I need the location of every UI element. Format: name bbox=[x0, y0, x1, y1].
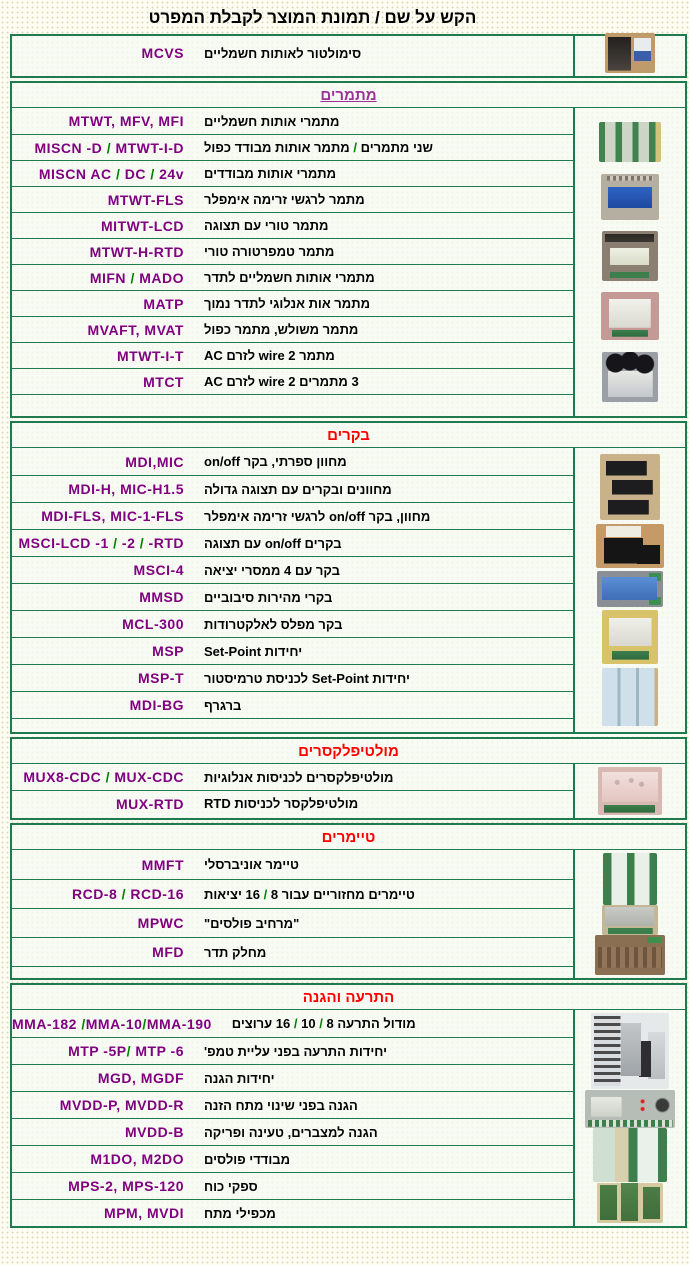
product-code-link[interactable]: MSCI-4 bbox=[133, 562, 184, 578]
product-description: סימולטור לאותות חשמליים bbox=[204, 45, 362, 61]
section-simulator bbox=[10, 34, 687, 78]
slash-separator: / bbox=[105, 769, 110, 785]
section-body bbox=[12, 1010, 685, 1226]
product-row bbox=[12, 529, 573, 556]
product-code-link[interactable]: MMSD bbox=[139, 589, 184, 605]
setpoint-modules-photo[interactable] bbox=[602, 668, 658, 726]
product-code-link[interactable]: MATP bbox=[143, 295, 184, 312]
product-rows bbox=[12, 850, 573, 978]
product-description: מתמר טורי עם תצוגה bbox=[204, 218, 329, 233]
slash-separator: / bbox=[121, 886, 127, 902]
product-description: מבודדי פולסים bbox=[204, 1151, 291, 1167]
product-row bbox=[12, 1037, 573, 1064]
section-header-controllers: בקרים bbox=[327, 426, 370, 444]
product-description: מתמר 2 wire לזרם AC bbox=[204, 348, 335, 363]
product-code-link[interactable]: MCVS bbox=[141, 45, 184, 61]
product-description: יחידות Set-Point bbox=[204, 643, 303, 659]
product-row bbox=[12, 1145, 573, 1172]
product-photo-column bbox=[573, 1010, 685, 1226]
product-code-link[interactable]: MTCT bbox=[143, 373, 184, 390]
product-code-link[interactable]: MVDD-P, MVDD-R bbox=[59, 1097, 184, 1113]
product-description: בקר מפלס לאלקטרודות bbox=[204, 616, 343, 632]
product-code-link[interactable]: MMA-182 /MMA-10/MMA-190 bbox=[12, 1015, 212, 1032]
product-code-link[interactable]: MTWT-H-RTD bbox=[89, 243, 184, 260]
product-code-link[interactable]: MPS-2, MPS-120 bbox=[68, 1178, 184, 1194]
product-code-link[interactable]: MISCN -D / MTWT-I-D bbox=[34, 139, 184, 156]
frequency-divider-photo[interactable] bbox=[595, 935, 665, 975]
product-row bbox=[12, 1010, 573, 1037]
slash-separator: / bbox=[126, 1043, 131, 1059]
product-description: מולטיפלקסר לכניסות RTD bbox=[204, 796, 359, 811]
product-code-link[interactable]: MUX8-CDC / MUX-CDC bbox=[23, 769, 184, 785]
section-body bbox=[12, 108, 685, 416]
slash-separator: / bbox=[150, 165, 155, 182]
product-code-link[interactable]: MPM, MVDI bbox=[104, 1205, 184, 1221]
product-description: מתמרי אותות חשמליים לתדר bbox=[204, 270, 375, 285]
section-header-alarm: התרעה והגנה bbox=[302, 988, 395, 1006]
slash-separator: / bbox=[353, 140, 357, 155]
product-photo-column bbox=[573, 850, 685, 978]
product-row bbox=[12, 790, 573, 816]
section-header-transducers[interactable]: מתמרים bbox=[320, 86, 377, 104]
din-controller-photo[interactable] bbox=[597, 571, 663, 607]
product-code-link[interactable]: MTWT-I-T bbox=[117, 347, 184, 364]
section-multiplexers bbox=[10, 737, 687, 820]
product-row bbox=[12, 664, 573, 691]
product-description: ברגרף bbox=[204, 697, 242, 713]
product-description: יחידות הגנה bbox=[204, 1070, 275, 1086]
product-photo-column bbox=[573, 448, 685, 732]
pulse-expander-photo[interactable] bbox=[602, 905, 658, 935]
product-row bbox=[12, 850, 573, 879]
product-description: מחלק תדר bbox=[204, 944, 267, 960]
product-row bbox=[12, 879, 573, 908]
section-header-timers: טיימרים bbox=[321, 828, 376, 846]
product-row bbox=[12, 108, 573, 134]
slash-separator: / bbox=[81, 1015, 86, 1032]
product-description: טיימר אוניברסלי bbox=[204, 857, 299, 872]
product-code-link[interactable]: MMFT bbox=[141, 856, 184, 873]
product-row bbox=[12, 1172, 573, 1199]
product-code-link[interactable]: MDI-H, MIC-H1.5 bbox=[68, 481, 184, 497]
product-rows bbox=[12, 1010, 573, 1226]
section-header-row bbox=[12, 83, 685, 108]
din-transducer-modules-photo[interactable] bbox=[599, 122, 661, 162]
product-row bbox=[12, 556, 573, 583]
product-code-link[interactable]: MCL-300 bbox=[122, 616, 184, 632]
product-row bbox=[12, 448, 573, 475]
panel-meters-photo[interactable] bbox=[600, 454, 660, 520]
product-description: 3 מתמרים 2 wire לזרם AC bbox=[204, 374, 359, 389]
product-code-link[interactable]: MFD bbox=[152, 944, 184, 960]
product-code-link[interactable]: MTP -5P/ MTP -6 bbox=[68, 1043, 184, 1059]
product-row bbox=[12, 583, 573, 610]
slash-separator: / bbox=[130, 269, 135, 286]
signal-simulator-photo[interactable] bbox=[605, 33, 655, 73]
product-row bbox=[12, 1064, 573, 1091]
product-code-link[interactable]: MSP bbox=[152, 643, 184, 659]
spacer-row bbox=[12, 718, 573, 732]
section-header-multiplexers: מולטיפלקסרים bbox=[298, 742, 399, 760]
product-row bbox=[12, 502, 573, 529]
product-description: מתמרי אותות חשמליים bbox=[204, 113, 340, 129]
alarm-rack-photo[interactable] bbox=[591, 1013, 669, 1089]
product-description: יחידות Set-Point לכניסת טרמיסטור bbox=[204, 670, 410, 686]
product-rows bbox=[12, 448, 573, 732]
product-code-link[interactable]: RCD-8 / RCD-16 bbox=[71, 886, 184, 902]
slash-separator: / bbox=[106, 139, 112, 156]
slash-separator: / bbox=[319, 1016, 323, 1031]
product-code-link[interactable]: MDI,MIC bbox=[125, 453, 184, 470]
product-row bbox=[12, 637, 573, 664]
product-description: מתמר משולש, מתמר כפול bbox=[204, 322, 359, 337]
product-description: בקרים on/off עם תצוגה bbox=[204, 535, 342, 551]
product-row bbox=[12, 368, 573, 394]
product-code-link[interactable]: MIFN / MADO bbox=[89, 269, 184, 286]
product-row bbox=[12, 764, 573, 790]
section-header-row bbox=[12, 825, 685, 850]
product-row bbox=[12, 1118, 573, 1145]
product-code-link[interactable]: MSCI-LCD -1 / -2 / -RTD bbox=[18, 535, 184, 551]
product-code-link[interactable]: MVAFT, MVAT bbox=[87, 321, 184, 338]
product-row bbox=[12, 1199, 573, 1226]
section-transducers bbox=[10, 81, 687, 418]
product-description: "מרחיב פולסים" bbox=[204, 915, 300, 931]
product-row bbox=[12, 475, 573, 502]
product-code-link[interactable]: MISCN AC / DC / 24v bbox=[38, 165, 184, 182]
product-description: בקר עם 4 ממסרי יציאה bbox=[204, 562, 340, 578]
product-code-link[interactable]: M1DO, M2DO bbox=[90, 1151, 184, 1167]
product-row bbox=[12, 610, 573, 637]
section-timers bbox=[10, 823, 687, 980]
pcb-modules-photo[interactable] bbox=[597, 1183, 663, 1223]
section-body bbox=[12, 850, 685, 978]
product-row bbox=[12, 1091, 573, 1118]
product-description: מתמר לרגשי זרימה אימפלר bbox=[204, 192, 365, 207]
lcd-controller-photo[interactable] bbox=[602, 610, 658, 664]
product-row bbox=[12, 342, 573, 368]
slash-separator: / bbox=[293, 1016, 298, 1031]
product-code-link[interactable]: MTWT-FLS bbox=[107, 191, 184, 208]
product-code-link[interactable]: MPWC bbox=[137, 915, 184, 931]
product-description: שני מתמרים / מתמר אותות מבודד כפול bbox=[204, 140, 433, 155]
product-photo-column bbox=[573, 108, 685, 416]
page-title: הקש על שם / תמונת המוצר לקבלת המפרט bbox=[148, 8, 477, 27]
product-row bbox=[12, 264, 573, 290]
section-body bbox=[12, 764, 685, 818]
product-row bbox=[12, 212, 573, 238]
product-row bbox=[12, 160, 573, 186]
product-code-link[interactable]: MVDD-B bbox=[125, 1124, 184, 1140]
product-code-link[interactable]: MTWT, MFV, MFI bbox=[68, 113, 184, 129]
product-catalog bbox=[10, 34, 687, 1228]
section-controllers bbox=[10, 421, 687, 734]
din-protection-modules-photo[interactable] bbox=[593, 1128, 667, 1182]
product-rows bbox=[12, 36, 573, 76]
section-body bbox=[12, 448, 685, 732]
isolated-transducer-photo[interactable] bbox=[601, 174, 659, 220]
slash-separator: / bbox=[115, 165, 121, 182]
product-code-link[interactable]: MGD, MGDF bbox=[97, 1070, 184, 1086]
product-code-link[interactable]: MITWT-LCD bbox=[100, 217, 184, 234]
multiplexer-photo[interactable] bbox=[598, 767, 662, 815]
product-description: מתמר אות אנלוגי לתדר נמוך bbox=[204, 296, 371, 311]
product-code-link[interactable]: MSP-T bbox=[137, 670, 184, 686]
product-photo-column bbox=[573, 36, 685, 76]
product-photo-column bbox=[573, 764, 685, 818]
product-description: מולטיפלקסרים לכניסות אנלוגיות bbox=[204, 769, 394, 785]
product-description: מודול התרעה 8 / 10 / 16 ערוצים bbox=[231, 1016, 416, 1031]
product-row bbox=[12, 238, 573, 264]
product-description: מחוון, בקר on/off לרגשי זרימה אימפלר bbox=[204, 508, 431, 524]
slash-separator: / bbox=[139, 535, 145, 551]
product-description: הגנה למצברים, טעינה ופריקה bbox=[204, 1124, 378, 1140]
serial-display-transducer-photo[interactable] bbox=[602, 231, 658, 281]
section-header-row bbox=[12, 985, 685, 1010]
product-row bbox=[12, 134, 573, 160]
product-description: מתמר טמפרטורה טורי bbox=[204, 244, 335, 259]
product-rows bbox=[12, 108, 573, 416]
timer-modules-photo[interactable] bbox=[603, 853, 657, 905]
spacer-row bbox=[12, 966, 573, 978]
analog-transducer-photo[interactable] bbox=[601, 292, 659, 340]
product-description: בקרי מהירות סיבוביים bbox=[204, 589, 333, 605]
product-code-link[interactable]: MDI-FLS, MIC-1-FLS bbox=[41, 508, 184, 524]
product-code-link[interactable]: MUX-RTD bbox=[115, 795, 184, 812]
product-description: טיימרים מחזוריים עבור 8 / 16 יציאות bbox=[204, 886, 415, 902]
product-row bbox=[12, 691, 573, 718]
section-body bbox=[12, 36, 685, 76]
product-description: יחידות התרעה בפני עליית טמפ' bbox=[204, 1043, 388, 1059]
product-row bbox=[12, 290, 573, 316]
product-description: מכפילי מתח bbox=[204, 1205, 276, 1221]
product-description: מתמרי אותות מבודדים bbox=[204, 166, 337, 181]
slash-separator: / bbox=[263, 886, 268, 902]
product-description: ספקי כוח bbox=[204, 1178, 258, 1194]
section-alarm bbox=[10, 983, 687, 1228]
product-description: מחוונים ובקרים עם תצוגה גדולה bbox=[204, 481, 392, 497]
led-displays-photo[interactable] bbox=[596, 524, 664, 568]
product-row bbox=[12, 186, 573, 212]
protection-unit-photo[interactable] bbox=[585, 1090, 675, 1128]
spacer-row bbox=[12, 394, 573, 416]
section-header-row bbox=[12, 739, 685, 764]
product-code-link[interactable]: MDI-BG bbox=[129, 697, 184, 713]
product-row bbox=[12, 316, 573, 342]
product-description: הגנה בפני שינוי מתח הזנה bbox=[204, 1097, 358, 1113]
current-transformer-photo[interactable] bbox=[602, 352, 658, 402]
product-description: מחוון ספרתי, בקר on/off bbox=[204, 454, 347, 469]
slash-separator: / bbox=[142, 1015, 147, 1032]
section-header-row bbox=[12, 423, 685, 448]
product-rows bbox=[12, 764, 573, 818]
product-row bbox=[12, 937, 573, 966]
product-row bbox=[12, 36, 573, 70]
product-row bbox=[12, 908, 573, 937]
slash-separator: / bbox=[113, 535, 118, 551]
